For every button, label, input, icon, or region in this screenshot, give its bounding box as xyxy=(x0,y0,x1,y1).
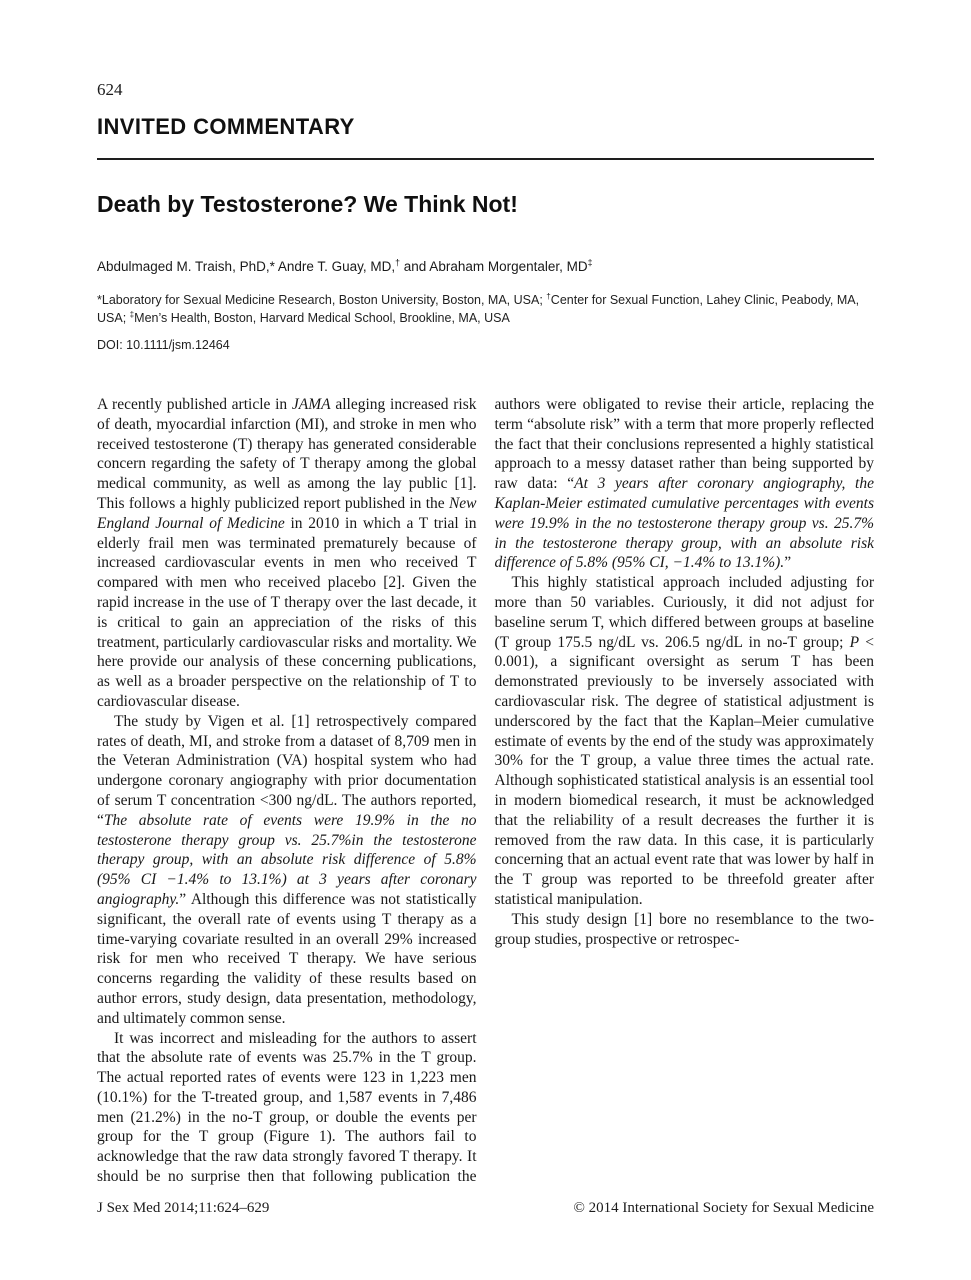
footer-copyright: © 2014 International Society for Sexual Medicine xyxy=(573,1200,874,1216)
doi: DOI: 10.1111/jsm.12464 xyxy=(97,338,230,352)
body-paragraph: A recently published article in JAMA alleging increased risk of death, myocardial infarction (MI), and stroke in men who received testosterone (T) therapy has generated considerable concern regarding the safety of T therapy among the global medical community, as well as among the lay public [1]. This follows a highly publicized report published in the New England Journal of Medicine in 2010 in which a T trial in elderly frail men was terminated prematurely because of increased cardiovascular events in men who received T compared with men who received placebo [2]. Given the rapid increase in the use of T therapy over the last decade, it is critical to gain an appreciation of the risks of this treatment, particularly cardiovascular risks and mortality. We here provide our analysis of these concerning publications, as well as a broader perspective on the relationship of T to cardiovascular disease. xyxy=(97,396,477,710)
body-paragraph: It was incorrect and misleading for the authors to assert that the absolute rate of events was 25.7% in the T group. The actual reported rates of events were 123 in 1,223 men (10.1%) for the T-treated group, and 1,587 events in 7,486 men (21.2%) in the no-T group, or double the events per group for the T group (Figure 1). The authors fail to acknowledge that the raw data strongly favored T therapy. It should be no surprise then that following publication the authors were obligated to revise their article, replacing the term “absolute risk” with a term that more properly reflected the fact that their conclusions represented a highly statistical approach to a messy dataset rather than being supported by raw data: “At 3 years after coronary angiography, the Kaplan-Meier estimated cumulative percentages with events were 19.9% in the no testosterone therapy group vs. 25.7% in the testosterone therapy group, with an absolute risk difference of 5.8% (95% CI, −1.4% to 13.1%).” xyxy=(97,396,874,1186)
article-title: Death by Testosterone? We Think Not! xyxy=(97,191,518,217)
body-paragraph: This study design [1] bore no resemblance to the two-group studies, prospective or retrospec- xyxy=(494,910,874,948)
body-paragraph: The study by Vigen et al. [1] retrospectively compared rates of death, MI, and stroke from a dataset of 8,709 men in the Veteran Administration (VA) hospital system who had undergone coronary angiography with prior documentation of serum T concentration <300 ng/dL. The authors reported, “The absolute rate of events were 19.9% in the no testosterone therapy group vs. 25.7%in the testosterone therapy group, with an absolute risk difference of 5.8% (95% CI −1.4% to 13.1%) at 3 years after coronary angiography.” Although this difference was not statistically significant, the overall rate of events using T therapy as a time-varying covariate resulted in an overall 29% increased risk for men who received T therapy. We have serious concerns regarding the validity of these results based on author errors, study design, data presentation, methodology, and ultimately common sense. xyxy=(97,712,477,1027)
footer-citation: J Sex Med 2014;11:624–629 xyxy=(97,1200,270,1216)
section-heading: INVITED COMMENTARY xyxy=(97,114,355,139)
affiliations: *Laboratory for Sexual Medicine Research, Boston University, Boston, MA, USA; †Center for Sexual Function, Lahey Clinic, Peabody, MA, USA; ‡Men’s Health, Boston, Harvard Medical School, Brookline, MA, USA xyxy=(97,291,860,325)
page-footer xyxy=(97,1200,874,1217)
article-body xyxy=(97,395,874,1189)
heading-rule xyxy=(97,158,874,160)
body-paragraph: This highly statistical approach included adjusting for more than 50 variables. Curiously, it did not adjust for baseline serum T, which differed between groups at baseline (T group 175.5 ng/dL vs. 206.5 ng/dL in no-T group; P < 0.001), a significant oversight as serum T has been demonstrated previously to be inversely associated with cardiovascular risk. The degree of statistical adjustment is underscored by the fact that the Kaplan–Meier cumulative estimate of events by the end of the study was approximately 30% for the T group, a value three times the actual rate. Although sophisticated statistical analysis is an essential tool in modern biomedical research, it must be acknowledged that the reliability of a result decreases the further it is removed from the raw data. In this case, it is particularly concerning that an actual event rate that was lower by half in the T group was reported to be threefold greater after statistical manipulation. xyxy=(494,574,874,908)
authors-line: Abdulmaged M. Traish, PhD,* Andre T. Guay, MD,† and Abraham Morgentaler, MD‡ xyxy=(97,257,593,274)
page-number: 624 xyxy=(97,80,123,99)
